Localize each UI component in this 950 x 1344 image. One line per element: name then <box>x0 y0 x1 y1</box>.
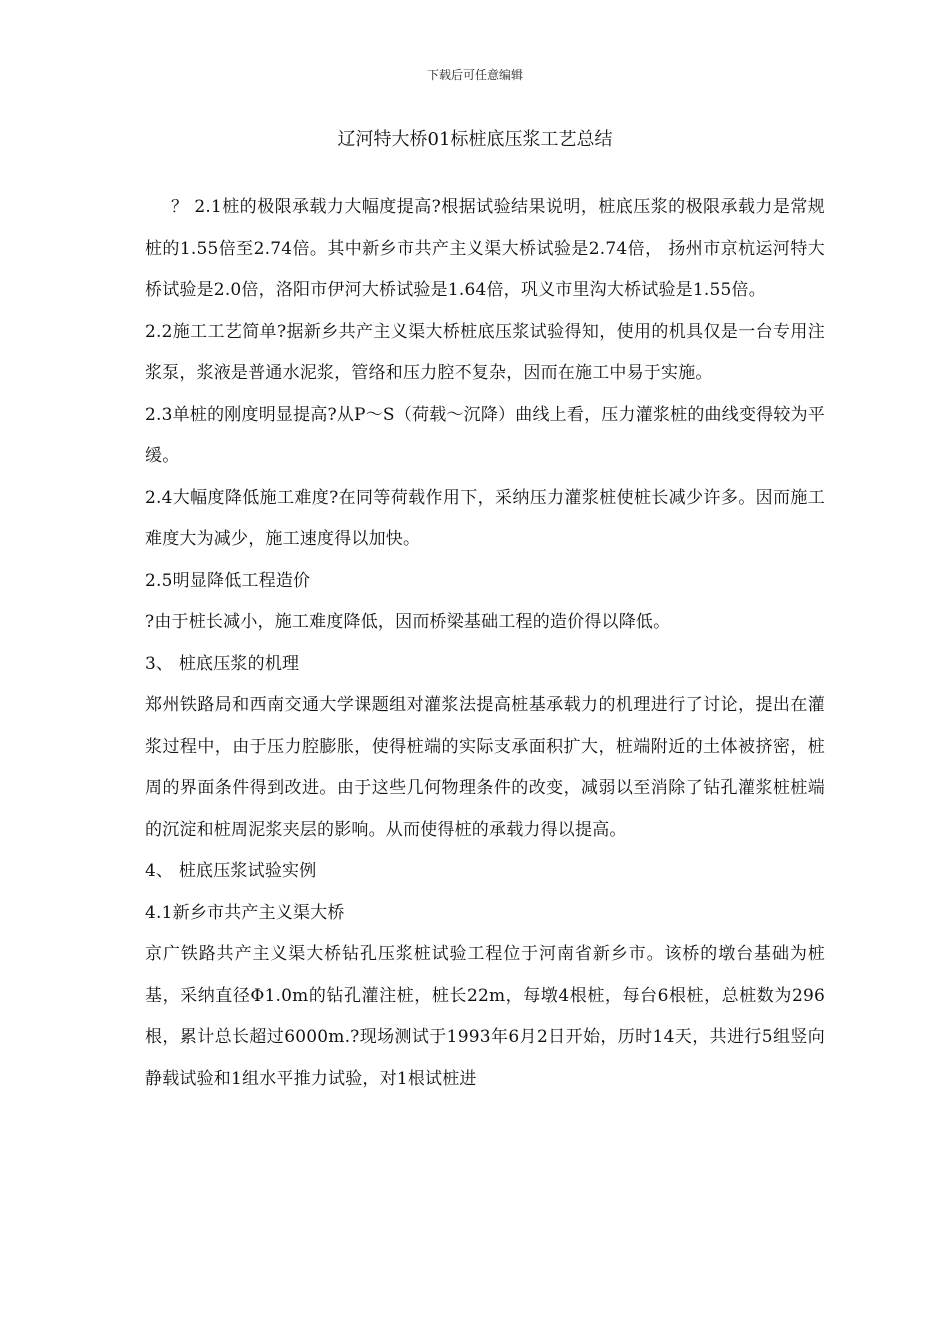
paragraph-2-2: 2.2施工工艺简单?据新乡共产主义渠大桥桩底压浆试验得知，使用的机具仅是一台专用注浆泵，浆液是普通水泥浆，管络和压力腔不复杂，因而在施工中易于实施。 <box>145 321 825 383</box>
paragraph-4-1: 京广铁路共产主义渠大桥钻孔压浆桩试验工程位于河南省新乡市。该桥的墩台基础为桩基，采纳直径Φ1.0m的钻孔灌注桩，桩长22m，每墩4根桩，每台6根桩，总桩数为296根，累计总长超过6000m.?现场测试于1993年6月2日开始，历时14天，共进行5组竖向静载试验和1组水平推力试验，对1根试桩进 <box>145 944 825 1089</box>
paragraph-2-4: 2.4大幅度降低施工难度?在同等荷载作用下，采纳压力灌浆桩使桩长减少许多。因而施工难度大为减少，施工速度得以加快。 <box>145 487 825 549</box>
document-body <box>145 187 825 1100</box>
paragraph-2-3: 2.3单桩的刚度明显提高?从P～S（荷载～沉降）曲线上看，压力灌浆桩的曲线变得较为平缓。 <box>145 404 825 466</box>
paragraph-3: 郑州铁路局和西南交通大学课题组对灌浆法提高桩基承载力的机理进行了讨论，提出在灌浆过程中，由于压力腔膨胀，使得桩端的实际支承面积扩大，桩端附近的土体被挤密，桩周的界面条件得到改进。由于这些几何物理条件的改变，减弱以至消除了钻孔灌浆桩桩端的沉淀和桩周泥浆夹层的影响。从而使得桩的承载力得以提高。 <box>145 695 825 840</box>
paragraph-2-5-heading: 2.5明显降低工程造价 <box>145 570 311 591</box>
section-4-heading: 4、 桩底压浆试验实例 <box>145 861 317 881</box>
paragraph-2-5: ?由于桩长减小，施工难度降低，因而桥梁基础工程的造价得以降低。 <box>145 612 671 632</box>
header-note: 下载后可任意编辑 <box>426 68 523 82</box>
document-title: 辽河特大桥01标桩底压浆工艺总结 <box>337 129 613 150</box>
section-3-heading: 3、 桩底压浆的机理 <box>145 653 300 674</box>
section-4-1-heading: 4.1新乡市共产主义渠大桥 <box>145 902 345 923</box>
paragraph-2-1: ？ 2.1桩的极限承载力大幅度提高?根据试验结果说明，桩底压浆的极限承载力是常规桩的1.55倍至2.74倍。其中新乡市共产主义渠大桥试验是2.74倍， 扬州市京杭运河特大桥试验是2.0倍，洛阳市伊河大桥试验是1.64倍，巩义市里沟大桥试验是1.55倍。 <box>145 197 825 300</box>
